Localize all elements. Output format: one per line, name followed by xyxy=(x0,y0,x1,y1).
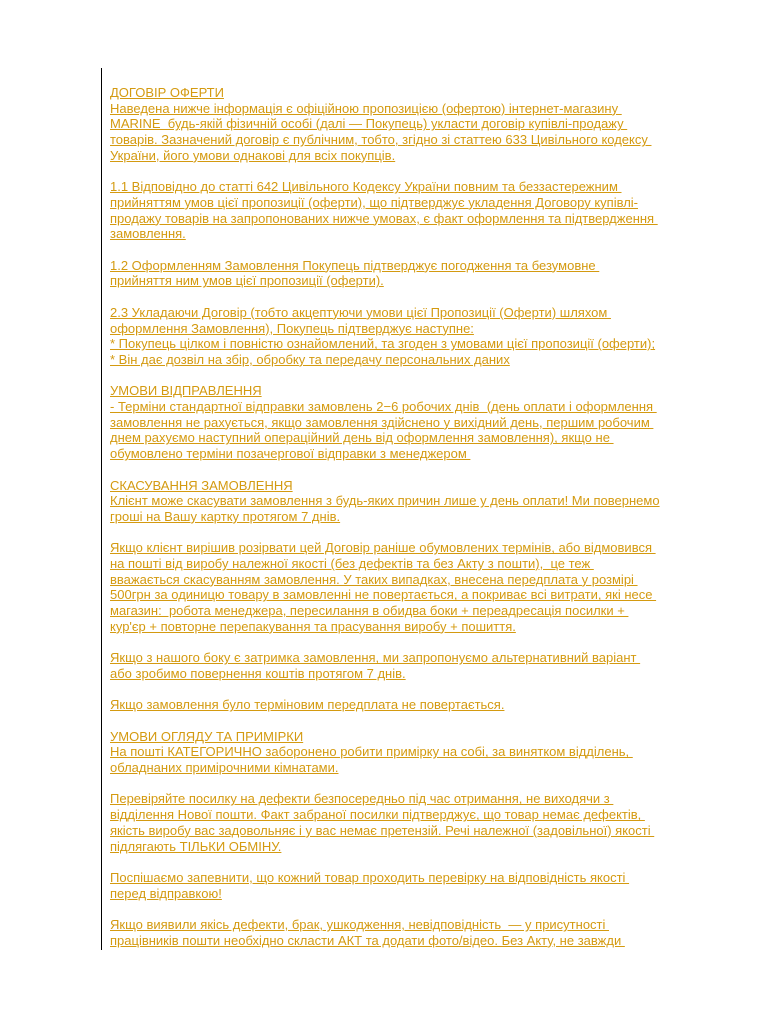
document-paragraph xyxy=(110,870,720,901)
document-paragraph xyxy=(110,729,720,776)
document-text-line: Перевіряйте посилку на дефекти безпосередньо під час отримання, не виходячи з xyxy=(110,791,614,807)
document-text-line: 2.3 Укладаючи Договір (тобто акцептуючи умови цієї Пропозиції (Оферти) шляхом xyxy=(110,304,611,320)
document-text-line: УМОВИ ОГЛЯДУ ТА ПРИМІРКИ xyxy=(110,728,304,744)
document-text-line: або зробимо повернення коштів протягом 7 днів. xyxy=(110,665,406,681)
document-text-line: - Терміни стандартної відправки замовлень 2−6 робочих днів (день оплати і оформлення xyxy=(110,399,657,414)
document-paragraph xyxy=(110,383,720,462)
document-text-line: днем рахуємо наступний операційний день від оформлення замовлення), якщо не xyxy=(110,430,614,446)
document-paragraph xyxy=(110,179,720,242)
document-paragraph xyxy=(110,791,720,854)
document-text-line: 500грн за одиницю товару в замовленні не повертається, а покриває всі витрати, які несе xyxy=(110,587,657,603)
document-text-line: СКАСУВАННЯ ЗАМОВЛЕННЯ xyxy=(110,477,293,493)
document-paragraph xyxy=(110,85,720,164)
document-text-line: ДОГОВІР ОФЕРТИ xyxy=(110,85,224,100)
document-text-line: якість виробу вас задовольняє і у вас немає претензій. Речі належної (задовільної) якості xyxy=(110,822,655,838)
document-text-line: Наведена нижче інформація є офіційною пропозицією (офертою) інтернет-магазину xyxy=(110,100,622,116)
document-text-line: перед відправкою! xyxy=(110,885,222,901)
document-paragraph xyxy=(110,697,720,713)
document-text-line: Якщо виявили якісь дефекти, брак, ушкодження, невідповідність — у присутності xyxy=(110,917,610,933)
document-text-line: гроші на Вашу картку протягом 7 днів. xyxy=(110,508,341,524)
document-text-line: УМОВИ ВІДПРАВЛЕННЯ xyxy=(110,383,262,399)
document-text-line: Поспішаємо запевнити, що кожний товар проходить перевірку на відповідність якості xyxy=(110,869,630,885)
document-text-line: прийняття ним умов цієї пропозиції (оферти). xyxy=(110,273,384,289)
document-paragraph xyxy=(110,478,720,525)
document-text-line: Якщо клієнт вирішив розірвати цей Договір раніше обумовлених термінів, або відмовився xyxy=(110,540,656,556)
document-text-line: замовлення не рахується, якщо замовлення здійснено у вихідний день, першим робочим xyxy=(110,414,654,430)
document-text-line: Якщо замовлення було терміновим передплата не повертається. xyxy=(110,697,505,713)
document-text-line: обумовлено терміни позачергової відправки з менеджером xyxy=(110,446,471,462)
document-text-line: кур'єр + повторне перепакування та прасування виробу + пошиття. xyxy=(110,618,516,634)
document-paragraph xyxy=(110,650,720,681)
document-text-line: продажу товарів на запропонованих нижче умовах, є факт оформлення та підтвердження xyxy=(110,210,658,226)
document-text-line: оформлення Замовлення), Покупець підтверджує наступне: xyxy=(110,320,474,336)
document-text-line: обладнаних примірочними кімнатами. xyxy=(110,760,339,776)
document-text-line: Якщо з нашого боку є затримка замовлення, ми запропонуємо альтернативний варіант xyxy=(110,650,641,666)
document-text-line: 1.2 Оформленням Замовлення Покупець підтверджує погодження та безумовне xyxy=(110,257,600,273)
document-paragraph xyxy=(110,305,720,368)
document-text-line: MARINE будь-якій фізичній особі (далі — Покупець) укласти договір купівлі-продажу xyxy=(110,116,628,132)
document-text-line: 1.1 Відповідно до статті 642 Цивільного Кодексу України повним та беззастережним xyxy=(110,179,622,195)
document-text-line: відділення Нової пошти. Факт забраної посилки підтверджує, що товар немає дефектів, xyxy=(110,807,645,823)
document-text-line: * Він дає дозвіл на збір, обробку та передачу персональних даних xyxy=(110,351,510,367)
document-text-line: На пошті КАТЕГОРИЧНО заборонено робити примірку на собі, за винятком відділень, xyxy=(110,744,633,760)
document-text-line: підлягають ТІЛЬКИ ОБМІНУ. xyxy=(110,838,282,854)
document-text-line: працівників пошти необхідно скласти АКТ та додати фото/відео. Без Акту, не завжди xyxy=(110,932,625,948)
document-text-line: на пошті від виробу належної якості (без дефектів та без Акту з пошти), це теж xyxy=(110,556,594,571)
document-text-line: магазин: робота менеджера, пересилання в обидва боки + переадресація посилки + xyxy=(110,603,629,619)
document-text-line: Клієнт може скасувати замовлення з будь-яких причин лише у день оплати! Ми повернемо xyxy=(110,493,660,509)
document-text-line: замовлення. xyxy=(110,226,186,242)
document-text-line: вважається скасуванням замовлення. У таких випадках, внесена передплата у розмірі xyxy=(110,571,638,587)
document-text-line: товарів. Зазначений договір є публічним, тобто, згідно зі статтею 633 Цивільного кодексу xyxy=(110,132,652,148)
document-paragraph xyxy=(110,258,720,289)
document-paragraph xyxy=(110,540,720,634)
document-body xyxy=(110,85,720,964)
document-text-line: * Покупець цілком і повністю ознайомлений, та згоден з умовами цієї пропозиції (оферти); xyxy=(110,336,656,352)
document-paragraph xyxy=(110,917,720,948)
left-margin-rule xyxy=(101,68,102,950)
document-text-line: України, його умови однакові для всіх покупців. xyxy=(110,147,396,163)
document-text-line: прийняттям умов цієї пропозиції (оферти), що підтверджує укладення Договору купівлі- xyxy=(110,194,638,210)
